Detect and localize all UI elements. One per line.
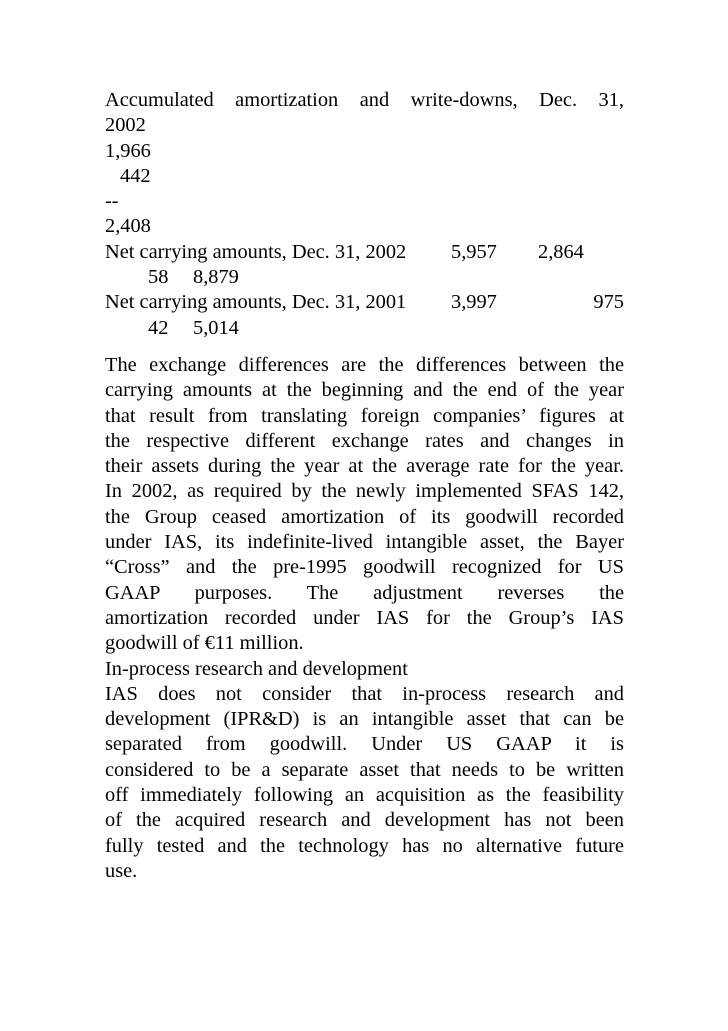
- exchange-line-1: The exchange differences are the differences between the: [105, 353, 624, 376]
- net-2001-v2: 975: [593, 291, 624, 314]
- sfas-line-4: “Cross” and the pre-1995 goodwill recognized for US: [105, 556, 624, 579]
- sfas-line-last: goodwill of €11 million.: [105, 632, 304, 655]
- net-2002-v1: 5,957: [451, 240, 497, 263]
- iprd-line-last: use.: [105, 859, 138, 882]
- net-2001-v1: 3,997: [451, 291, 497, 314]
- sfas-line-2: the Group ceased amortization of its goodwill recorded: [105, 505, 624, 528]
- sfas-paragraph: [105, 479, 624, 656]
- accum-value-4: 2,408: [105, 215, 151, 238]
- sfas-line-3: under IAS, its indefinite-lived intangible asset, the Bayer: [105, 531, 624, 554]
- net-2001-label: Net carrying amounts, Dec. 31, 2001: [105, 291, 407, 314]
- exchange-line-3: that result from translating foreign companies’ figures at: [105, 404, 624, 427]
- net-2001-row-cont: [105, 316, 624, 341]
- sfas-line-6: amortization recorded under IAS for the Group’s IAS: [105, 606, 624, 629]
- iprd-heading: In-process research and development: [105, 657, 408, 680]
- exchange-paragraph: [105, 353, 624, 479]
- iprd-line-5: off immediately following an acquisition as the feasibility: [105, 784, 624, 807]
- exchange-line-4: the respective different exchange rates and changes in: [105, 429, 624, 452]
- iprd-paragraph: [105, 682, 624, 884]
- exchange-line-2: carrying amounts at the beginning and the end of the year: [105, 379, 624, 402]
- iprd-line-2: development (IPR&D) is an intangible asset that can be: [105, 708, 624, 731]
- iprd-line-3: separated from goodwill. Under US GAAP it is: [105, 733, 624, 756]
- net-2001-v3: 42: [148, 316, 169, 339]
- iprd-line-1: IAS does not consider that in-process research and: [105, 682, 624, 705]
- net-2002-v2: 2,864: [538, 240, 584, 263]
- accum-value-3: --: [105, 190, 119, 213]
- net-2002-row: [105, 240, 624, 265]
- net-2001-row: [105, 290, 624, 315]
- accum-label-line1: Accumulated amortization and write-downs, Dec. 31,: [105, 89, 624, 111]
- iprd-line-7: fully tested and the technology has no alternative future: [105, 834, 624, 857]
- net-2002-v3: 58: [148, 266, 169, 289]
- net-2002-row-cont: [105, 265, 624, 290]
- sfas-line-5: GAAP purposes. The adjustment reverses the: [105, 581, 624, 604]
- exchange-line-5: their assets during the year at the average rate for the year.: [105, 455, 624, 478]
- accum-value-2: 442: [120, 164, 151, 187]
- iprd-line-4: considered to be a separate asset that needs to be written: [105, 758, 624, 781]
- iprd-line-6: of the acquired research and development has not been: [105, 809, 624, 832]
- sfas-line-1: In 2002, as required by the newly implemented SFAS 142,: [105, 480, 624, 503]
- accum-value-1: 1,966: [105, 139, 151, 162]
- net-2002-label: Net carrying amounts, Dec. 31, 2002: [105, 240, 407, 263]
- net-2002-v4: 8,879: [193, 266, 239, 289]
- accum-label-line2: 2002: [105, 114, 146, 137]
- net-2001-v4: 5,014: [193, 316, 239, 339]
- document-page: [105, 88, 624, 884]
